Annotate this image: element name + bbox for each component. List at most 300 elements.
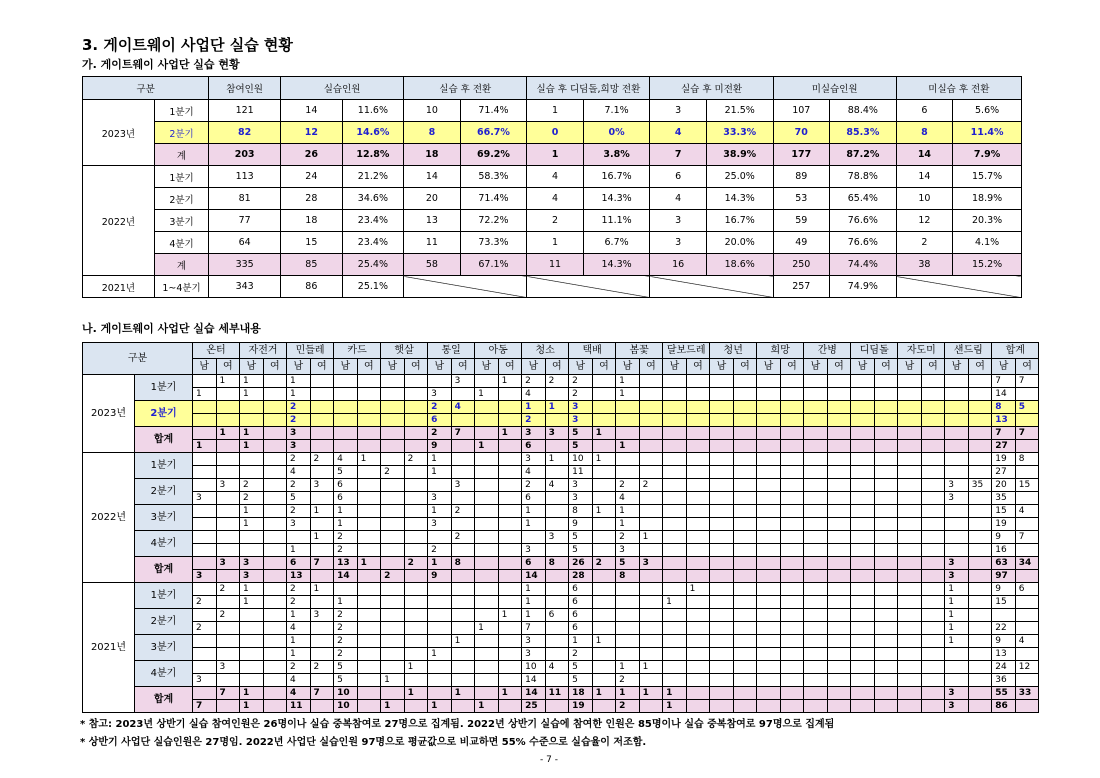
- org-header: 달보드레: [663, 343, 710, 359]
- value-cell: 4: [522, 466, 546, 479]
- value-cell: [451, 466, 475, 479]
- value-cell: 2: [381, 570, 405, 583]
- value-cell: [475, 427, 499, 440]
- value-cell: [686, 440, 710, 453]
- value-cell: [780, 661, 804, 674]
- value-cell: [710, 414, 734, 427]
- value-cell: [686, 700, 710, 713]
- org-header: 햇살: [381, 343, 428, 359]
- value-cell: [921, 427, 945, 440]
- value-cell: 1: [569, 635, 593, 648]
- value-cell: [780, 622, 804, 635]
- value-cell: [1015, 388, 1039, 401]
- value-cell: [1015, 570, 1039, 583]
- value-cell: 15: [992, 505, 1016, 518]
- value-cell: [263, 648, 287, 661]
- value-cell: 1: [663, 687, 687, 700]
- value-cell: [592, 570, 616, 583]
- value-cell: [263, 518, 287, 531]
- value-cell: 1: [287, 388, 311, 401]
- value-cell: 14.3%: [583, 254, 650, 276]
- value-cell: 6: [650, 166, 706, 188]
- value-cell: 203: [209, 144, 281, 166]
- value-cell: 3: [310, 479, 334, 492]
- value-cell: [334, 375, 358, 388]
- value-cell: [757, 687, 781, 700]
- value-cell: 3: [428, 492, 452, 505]
- value-cell: [428, 635, 452, 648]
- value-cell: [710, 544, 734, 557]
- value-cell: [804, 557, 828, 570]
- value-cell: [498, 453, 522, 466]
- value-cell: 70: [773, 122, 829, 144]
- value-cell: [663, 674, 687, 687]
- gender-header: 여: [921, 359, 945, 375]
- value-cell: 1: [240, 583, 264, 596]
- value-cell: 33: [1015, 687, 1039, 700]
- value-cell: [804, 583, 828, 596]
- footnote: * 참고: 2023년 상반기 실습 참여인원은 26명이나 실습 중복참여로 27명으로 집계됨. 2022년 상반기 실습에 참여한 인원은 85명이나 실습 중복참여로 97명으로 집계됨: [80, 719, 835, 730]
- value-cell: 72.2%: [460, 210, 527, 232]
- value-cell: [639, 401, 663, 414]
- value-cell: [874, 492, 898, 505]
- value-cell: [710, 583, 734, 596]
- value-cell: 38: [896, 254, 952, 276]
- value-cell: [710, 518, 734, 531]
- value-cell: [686, 427, 710, 440]
- value-cell: 4: [287, 466, 311, 479]
- value-cell: [851, 609, 875, 622]
- value-cell: [851, 401, 875, 414]
- detail-row: [83, 557, 1039, 570]
- value-cell: [475, 375, 499, 388]
- value-cell: [475, 518, 499, 531]
- value-cell: 8: [992, 401, 1016, 414]
- org-header: 통일: [428, 343, 475, 359]
- value-cell: 15: [281, 232, 343, 254]
- value-cell: [193, 453, 217, 466]
- value-cell: 3: [569, 492, 593, 505]
- value-cell: [475, 570, 499, 583]
- year-cell: 2023년: [83, 100, 155, 166]
- value-cell: 2: [569, 375, 593, 388]
- value-cell: [757, 427, 781, 440]
- value-cell: 5: [569, 531, 593, 544]
- value-cell: [686, 401, 710, 414]
- value-cell: [757, 570, 781, 583]
- value-cell: [639, 674, 663, 687]
- value-cell: [428, 687, 452, 700]
- value-cell: [1015, 648, 1039, 661]
- value-cell: [381, 687, 405, 700]
- header-cell: 구분: [83, 77, 209, 100]
- value-cell: [921, 518, 945, 531]
- value-cell: [404, 635, 428, 648]
- value-cell: [216, 401, 240, 414]
- value-cell: [733, 622, 757, 635]
- value-cell: 19: [992, 453, 1016, 466]
- value-cell: [733, 635, 757, 648]
- value-cell: [240, 531, 264, 544]
- value-cell: [827, 596, 851, 609]
- value-cell: [263, 570, 287, 583]
- value-cell: 14.3%: [706, 188, 773, 210]
- year-cell: 2023년: [83, 375, 135, 453]
- value-cell: [780, 505, 804, 518]
- value-cell: 5: [334, 674, 358, 687]
- value-cell: [945, 518, 969, 531]
- value-cell: [240, 401, 264, 414]
- value-cell: 1: [404, 661, 428, 674]
- value-cell: [898, 440, 922, 453]
- value-cell: [686, 609, 710, 622]
- value-cell: [592, 661, 616, 674]
- value-cell: 2: [428, 401, 452, 414]
- value-cell: [733, 414, 757, 427]
- value-cell: [404, 674, 428, 687]
- value-cell: [545, 414, 569, 427]
- value-cell: 2: [616, 531, 640, 544]
- value-cell: 13: [992, 648, 1016, 661]
- value-cell: [216, 531, 240, 544]
- value-cell: [945, 414, 969, 427]
- gender-header: 여: [733, 359, 757, 375]
- value-cell: 11: [404, 232, 460, 254]
- value-cell: 1: [498, 687, 522, 700]
- value-cell: [1015, 596, 1039, 609]
- detail-subheader-row: [83, 359, 1039, 375]
- value-cell: [263, 661, 287, 674]
- value-cell: 3: [216, 557, 240, 570]
- value-cell: [968, 505, 992, 518]
- value-cell: [263, 687, 287, 700]
- value-cell: [498, 505, 522, 518]
- value-cell: [404, 609, 428, 622]
- value-cell: [663, 479, 687, 492]
- gender-header: 여: [310, 359, 334, 375]
- value-cell: 6: [896, 100, 952, 122]
- value-cell: [310, 648, 334, 661]
- value-cell: [804, 440, 828, 453]
- value-cell: [475, 583, 499, 596]
- value-cell: [851, 388, 875, 401]
- value-cell: [780, 453, 804, 466]
- value-cell: 1: [498, 427, 522, 440]
- quarter-cell: 3분기: [154, 210, 208, 232]
- value-cell: 6: [569, 596, 593, 609]
- value-cell: [381, 609, 405, 622]
- value-cell: 82: [209, 122, 281, 144]
- value-cell: [874, 635, 898, 648]
- value-cell: [663, 635, 687, 648]
- value-cell: 78.8%: [830, 166, 897, 188]
- value-cell: [921, 479, 945, 492]
- value-cell: 6: [428, 414, 452, 427]
- value-cell: 49: [773, 232, 829, 254]
- gender-header: 여: [357, 359, 381, 375]
- value-cell: 10: [569, 453, 593, 466]
- value-cell: [263, 531, 287, 544]
- value-cell: [757, 505, 781, 518]
- value-cell: 11.4%: [953, 122, 1022, 144]
- value-cell: [757, 518, 781, 531]
- value-cell: 5: [569, 427, 593, 440]
- value-cell: [804, 466, 828, 479]
- value-cell: [733, 544, 757, 557]
- value-cell: [545, 440, 569, 453]
- value-cell: 6.7%: [583, 232, 650, 254]
- value-cell: 15: [992, 596, 1016, 609]
- value-cell: [921, 492, 945, 505]
- value-cell: 89: [773, 166, 829, 188]
- value-cell: [921, 609, 945, 622]
- value-cell: [710, 479, 734, 492]
- value-cell: [663, 388, 687, 401]
- value-cell: 1: [522, 518, 546, 531]
- value-cell: [898, 466, 922, 479]
- value-cell: [1015, 544, 1039, 557]
- value-cell: [357, 466, 381, 479]
- header-cell: 실습인원: [281, 77, 404, 100]
- value-cell: 8: [404, 122, 460, 144]
- value-cell: [874, 648, 898, 661]
- header-cell: 실습 후 디딤돌,희망 전환: [527, 77, 650, 100]
- value-cell: 10: [404, 100, 460, 122]
- value-cell: 14: [992, 388, 1016, 401]
- value-cell: 1: [527, 144, 583, 166]
- value-cell: 23.4%: [342, 210, 404, 232]
- value-cell: [874, 401, 898, 414]
- value-cell: [357, 427, 381, 440]
- value-cell: [851, 596, 875, 609]
- value-cell: 2: [287, 453, 311, 466]
- quarter-cell: 1분기: [154, 166, 208, 188]
- value-cell: [616, 609, 640, 622]
- value-cell: 7: [992, 427, 1016, 440]
- value-cell: 257: [773, 276, 829, 298]
- gender-header: 여: [968, 359, 992, 375]
- value-cell: [451, 440, 475, 453]
- value-cell: [874, 414, 898, 427]
- value-cell: [616, 466, 640, 479]
- value-cell: [381, 401, 405, 414]
- value-cell: [404, 427, 428, 440]
- value-cell: [616, 414, 640, 427]
- value-cell: [357, 583, 381, 596]
- value-cell: 2: [334, 544, 358, 557]
- org-header: 아동: [475, 343, 522, 359]
- value-cell: [898, 505, 922, 518]
- value-cell: [193, 414, 217, 427]
- value-cell: [240, 648, 264, 661]
- value-cell: [451, 492, 475, 505]
- value-cell: 14.6%: [342, 122, 404, 144]
- detail-table: [82, 342, 1039, 713]
- empty-cell: [527, 276, 650, 298]
- value-cell: [522, 531, 546, 544]
- summary-header-row: [83, 77, 1022, 100]
- value-cell: [663, 622, 687, 635]
- value-cell: 4: [1015, 635, 1039, 648]
- value-cell: 7: [310, 687, 334, 700]
- value-cell: 1: [240, 687, 264, 700]
- value-cell: 6: [569, 583, 593, 596]
- value-cell: [851, 583, 875, 596]
- value-cell: 6: [334, 479, 358, 492]
- value-cell: 27: [992, 466, 1016, 479]
- value-cell: [733, 674, 757, 687]
- value-cell: [710, 505, 734, 518]
- value-cell: [451, 518, 475, 531]
- value-cell: [639, 570, 663, 583]
- empty-cell: [650, 276, 773, 298]
- value-cell: [381, 414, 405, 427]
- value-cell: 5: [569, 544, 593, 557]
- value-cell: [733, 596, 757, 609]
- value-cell: [686, 635, 710, 648]
- value-cell: 3: [545, 531, 569, 544]
- value-cell: [945, 440, 969, 453]
- value-cell: [945, 401, 969, 414]
- value-cell: [804, 375, 828, 388]
- value-cell: [592, 388, 616, 401]
- value-cell: [498, 700, 522, 713]
- header-cell: 실습 후 전환: [404, 77, 527, 100]
- value-cell: 3: [216, 479, 240, 492]
- value-cell: 26: [569, 557, 593, 570]
- value-cell: [921, 531, 945, 544]
- value-cell: 35: [992, 492, 1016, 505]
- value-cell: [780, 440, 804, 453]
- value-cell: [874, 466, 898, 479]
- value-cell: 1: [428, 466, 452, 479]
- value-cell: 2: [310, 661, 334, 674]
- value-cell: 1: [475, 622, 499, 635]
- value-cell: 1: [404, 687, 428, 700]
- detail-row: [83, 388, 1039, 401]
- value-cell: 4: [527, 188, 583, 210]
- value-cell: 1: [945, 583, 969, 596]
- value-cell: 86: [992, 700, 1016, 713]
- value-cell: [193, 609, 217, 622]
- value-cell: [1015, 622, 1039, 635]
- value-cell: [663, 466, 687, 479]
- value-cell: [757, 440, 781, 453]
- value-cell: [193, 427, 217, 440]
- value-cell: [663, 440, 687, 453]
- value-cell: [851, 466, 875, 479]
- gender-header: 여: [639, 359, 663, 375]
- value-cell: [475, 401, 499, 414]
- value-cell: [733, 492, 757, 505]
- value-cell: [216, 466, 240, 479]
- value-cell: 19: [569, 700, 593, 713]
- value-cell: 1: [616, 518, 640, 531]
- value-cell: [780, 596, 804, 609]
- value-cell: [827, 492, 851, 505]
- gender-header: 남: [334, 359, 358, 375]
- value-cell: 76.6%: [830, 232, 897, 254]
- value-cell: [874, 596, 898, 609]
- value-cell: 12: [1015, 661, 1039, 674]
- detail-row: [83, 466, 1039, 479]
- value-cell: [381, 440, 405, 453]
- value-cell: 5: [1015, 401, 1039, 414]
- value-cell: [592, 609, 616, 622]
- org-header: 자도미: [898, 343, 945, 359]
- value-cell: [780, 375, 804, 388]
- gender-header: 여: [827, 359, 851, 375]
- value-cell: [733, 401, 757, 414]
- value-cell: [545, 700, 569, 713]
- summary-row: [83, 100, 1022, 122]
- value-cell: [639, 440, 663, 453]
- value-cell: [663, 375, 687, 388]
- value-cell: 14: [522, 687, 546, 700]
- value-cell: 11: [287, 700, 311, 713]
- value-cell: [663, 531, 687, 544]
- quarter-cell: 1~4분기: [154, 276, 208, 298]
- value-cell: [851, 518, 875, 531]
- value-cell: [686, 505, 710, 518]
- quarter-cell: 4분기: [154, 232, 208, 254]
- value-cell: [334, 583, 358, 596]
- value-cell: [945, 531, 969, 544]
- org-header: 봄꽃: [616, 343, 663, 359]
- value-cell: [921, 544, 945, 557]
- detail-row: [83, 479, 1039, 492]
- org-header: 간병: [804, 343, 851, 359]
- value-cell: [733, 609, 757, 622]
- value-cell: 4: [287, 622, 311, 635]
- value-cell: 1: [240, 505, 264, 518]
- value-cell: [263, 492, 287, 505]
- value-cell: [639, 609, 663, 622]
- value-cell: [381, 479, 405, 492]
- value-cell: 87.2%: [830, 144, 897, 166]
- value-cell: [710, 375, 734, 388]
- value-cell: 1: [310, 531, 334, 544]
- value-cell: [898, 427, 922, 440]
- value-cell: [898, 414, 922, 427]
- value-cell: 24: [992, 661, 1016, 674]
- value-cell: [710, 453, 734, 466]
- value-cell: [827, 661, 851, 674]
- value-cell: 2: [193, 596, 217, 609]
- value-cell: [263, 544, 287, 557]
- value-cell: [545, 492, 569, 505]
- org-header: 희망: [757, 343, 804, 359]
- header-cell: 미실습인원: [773, 77, 896, 100]
- value-cell: [874, 375, 898, 388]
- value-cell: 19: [992, 518, 1016, 531]
- value-cell: [968, 570, 992, 583]
- value-cell: [404, 401, 428, 414]
- value-cell: [357, 609, 381, 622]
- value-cell: [498, 544, 522, 557]
- value-cell: [592, 492, 616, 505]
- value-cell: [898, 648, 922, 661]
- value-cell: 14.3%: [583, 188, 650, 210]
- gender-header: 남: [287, 359, 311, 375]
- value-cell: 14: [404, 166, 460, 188]
- value-cell: 2: [522, 375, 546, 388]
- value-cell: 2: [216, 609, 240, 622]
- value-cell: [945, 674, 969, 687]
- value-cell: [1015, 674, 1039, 687]
- value-cell: [428, 531, 452, 544]
- gender-header: 남: [616, 359, 640, 375]
